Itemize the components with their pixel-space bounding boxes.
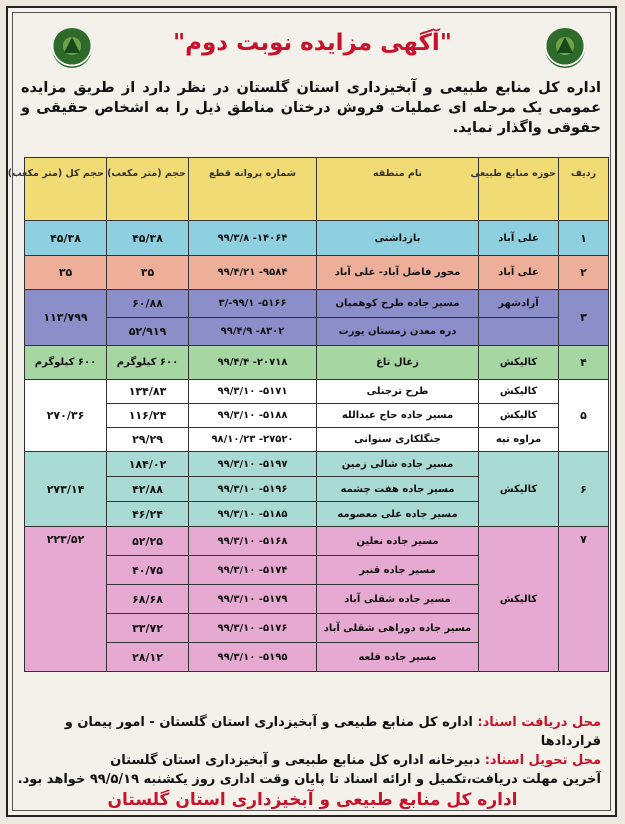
volume-cell: ۲۸/۱۲ xyxy=(107,643,189,672)
table-row xyxy=(25,527,609,556)
table-row xyxy=(25,452,609,477)
row-number: ۷ xyxy=(559,527,609,672)
row-number: ۴ xyxy=(559,346,609,380)
volume-cell: ۳۵ xyxy=(107,256,189,290)
table-row xyxy=(25,346,609,380)
area-cell: محور فاضل آباد- علی آباد xyxy=(317,256,479,290)
table-row xyxy=(25,256,609,290)
area-cell: مسیر جاده قلعه xyxy=(317,643,479,672)
area-cell: زغال تاغ xyxy=(317,346,479,380)
volume-cell: ۴۵/۳۸ xyxy=(107,221,189,256)
area-cell: مسیر جاده حاج عبدالله xyxy=(317,404,479,428)
total-cell: ۲۲۳/۵۲ xyxy=(25,527,107,672)
domain-cell: کالیکش xyxy=(479,404,559,428)
receive-value: اداره کل منابع طبیعی و آبخیزداری استان گلستان - امور پیمان و قراردادها xyxy=(64,715,601,749)
volume-cell: ۶۰۰ کیلوگرم xyxy=(107,346,189,380)
volume-cell: ۶۰/۸۸ xyxy=(107,290,189,318)
permit-cell: ۱۴۰۶۴- ۹۹/۳/۸ xyxy=(189,221,317,256)
area-cell: مسیر جاده نعلین xyxy=(317,527,479,556)
permit-cell: ۵۱۷۴- ۹۹/۳/۱۰ xyxy=(189,556,317,585)
volume-cell: ۴۲/۸۸ xyxy=(107,477,189,502)
volume-cell: ۶۸/۶۸ xyxy=(107,585,189,614)
area-cell: مسیر جاده علی معصومه xyxy=(317,502,479,527)
table-header-row xyxy=(25,158,609,221)
domain-cell: مراوه تپه xyxy=(479,428,559,452)
domain-cell: علی آباد xyxy=(479,256,559,290)
area-cell: بازداشتی xyxy=(317,221,479,256)
area-cell: دره معدن زمستان یورت xyxy=(317,318,479,346)
receive-line xyxy=(11,713,601,751)
volume-cell: ۴۰/۷۵ xyxy=(107,556,189,585)
domain-cell xyxy=(479,318,559,346)
area-cell: مسیر جاده قنبر xyxy=(317,556,479,585)
header-domain: حوزه منابع طبیعی xyxy=(479,158,559,221)
permit-cell: ۵۱۸۵- ۹۹/۳/۱۰ xyxy=(189,502,317,527)
permit-cell: ۵۱۷۹- ۹۹/۳/۱۰ xyxy=(189,585,317,614)
volume-cell: ۲۹/۲۹ xyxy=(107,428,189,452)
domain-cell: کالیکش xyxy=(479,527,559,672)
footer-info xyxy=(11,713,601,789)
volume-cell: ۱۸۴/۰۲ xyxy=(107,452,189,477)
area-cell: طرح ترجنلی xyxy=(317,380,479,404)
table-row xyxy=(25,290,609,318)
header-total: حجم کل (متر مکعب) xyxy=(25,158,107,221)
intro-paragraph: اداره کل منابع طبیعی و آبخیزداری استان گلستان در نظر دارد از طریق مزایده عمومی یک مرحله ای عملیات فروش درختان مناطق ذیل را به اشخاص حقیقی و حقوقی واگذار نماید. xyxy=(21,80,601,136)
header-row-number: ردیف xyxy=(559,158,609,221)
table-row xyxy=(25,428,609,452)
permit-cell: ۵۱۷۱- ۹۹/۳/۱۰ xyxy=(189,380,317,404)
row-number: ۳ xyxy=(559,290,609,346)
total-cell: ۲۷۳/۱۴ xyxy=(25,452,107,527)
domain-cell: آزادشهر xyxy=(479,290,559,318)
deliver-value: دبیرخانه اداره کل منابع طبیعی و آبخیزداری استان گلستان xyxy=(110,753,481,768)
permit-cell: ۲۰۷۱۸- ۹۹/۴/۴ xyxy=(189,346,317,380)
header-area: نام منطقه xyxy=(317,158,479,221)
row-number: ۱ xyxy=(559,221,609,256)
table-row xyxy=(25,221,609,256)
deliver-line xyxy=(11,751,601,770)
volume-cell: ۳۳/۷۲ xyxy=(107,614,189,643)
table-row xyxy=(25,380,609,404)
table-row xyxy=(25,404,609,428)
permit-cell: ۵۱۹۶- ۹۹/۳/۱۰ xyxy=(189,477,317,502)
row-number: ۶ xyxy=(559,452,609,527)
area-cell: مسیر جاده طرح کوهمیان xyxy=(317,290,479,318)
permit-cell: ۵۱۹۷- ۹۹/۳/۱۰ xyxy=(189,452,317,477)
auction-table xyxy=(7,157,609,672)
volume-cell: ۵۲/۲۵ xyxy=(107,527,189,556)
permit-cell: ۵۱۶۶- ۹۹/۱-/۳ xyxy=(189,290,317,318)
permit-cell: ۹۵۸۴- ۹۹/۴/۲۱ xyxy=(189,256,317,290)
row-number: ۲ xyxy=(559,256,609,290)
total-cell: ۱۱۳/۷۹۹ xyxy=(25,290,107,346)
total-cell: ۳۵ xyxy=(25,256,107,290)
area-cell: مسیر جاده هفت چشمه xyxy=(317,477,479,502)
area-cell: مسیر جاده دوراهی شقلی آباد xyxy=(317,614,479,643)
permit-cell: ۸۳۰۲- ۹۹/۴/۹ xyxy=(189,318,317,346)
table-row xyxy=(25,318,609,346)
header-permit: شماره پروانه قطع xyxy=(189,158,317,221)
area-cell: مسیر جاده شالی زمین xyxy=(317,452,479,477)
permit-cell: ۵۱۷۶- ۹۹/۳/۱۰ xyxy=(189,614,317,643)
domain-cell: کالیکش xyxy=(479,346,559,380)
area-cell: جنگلکاری سنوانی xyxy=(317,428,479,452)
permit-cell: ۵۱۹۵- ۹۹/۳/۱۰ xyxy=(189,643,317,672)
permit-cell: ۵۱۸۸- ۹۹/۳/۱۰ xyxy=(189,404,317,428)
volume-cell: ۴۶/۲۴ xyxy=(107,502,189,527)
domain-cell: کالیکش xyxy=(479,452,559,527)
permit-cell: ۲۷۵۲۰- ۹۸/۱۰/۲۳ xyxy=(189,428,317,452)
notice-title: "آگهی مزایده نوبت دوم" xyxy=(173,30,452,56)
domain-cell: علی آباد xyxy=(479,221,559,256)
total-cell: ۲۷۰/۳۶ xyxy=(25,380,107,452)
volume-cell: ۵۲/۹۱۹ xyxy=(107,318,189,346)
total-cell: ۶۰۰ کیلوگرم xyxy=(25,346,107,380)
header-volume: حجم (متر مکعب) xyxy=(107,158,189,221)
signature-line: اداره کل منابع طبیعی و آبخیزداری استان گلستان xyxy=(107,790,518,810)
domain-cell: کالیکش xyxy=(479,380,559,404)
area-cell: مسیر جاده شقلی آباد xyxy=(317,585,479,614)
volume-cell: ۱۱۶/۲۴ xyxy=(107,404,189,428)
deliver-label: محل تحویل اسناد: xyxy=(484,753,601,768)
row-number: ۵ xyxy=(559,380,609,452)
total-cell: ۴۵/۳۸ xyxy=(25,221,107,256)
permit-cell: ۵۱۶۸- ۹۹/۳/۱۰ xyxy=(189,527,317,556)
volume-cell: ۱۳۴/۸۳ xyxy=(107,380,189,404)
deadline-line: آخرین مهلت دریافت،تکمیل و ارائه اسناد تا پایان وقت اداری روز یکشنبه ۹۹/۵/۱۹ خواهد بود. xyxy=(17,772,601,787)
receive-label: محل دریافت اسناد: xyxy=(477,715,601,730)
